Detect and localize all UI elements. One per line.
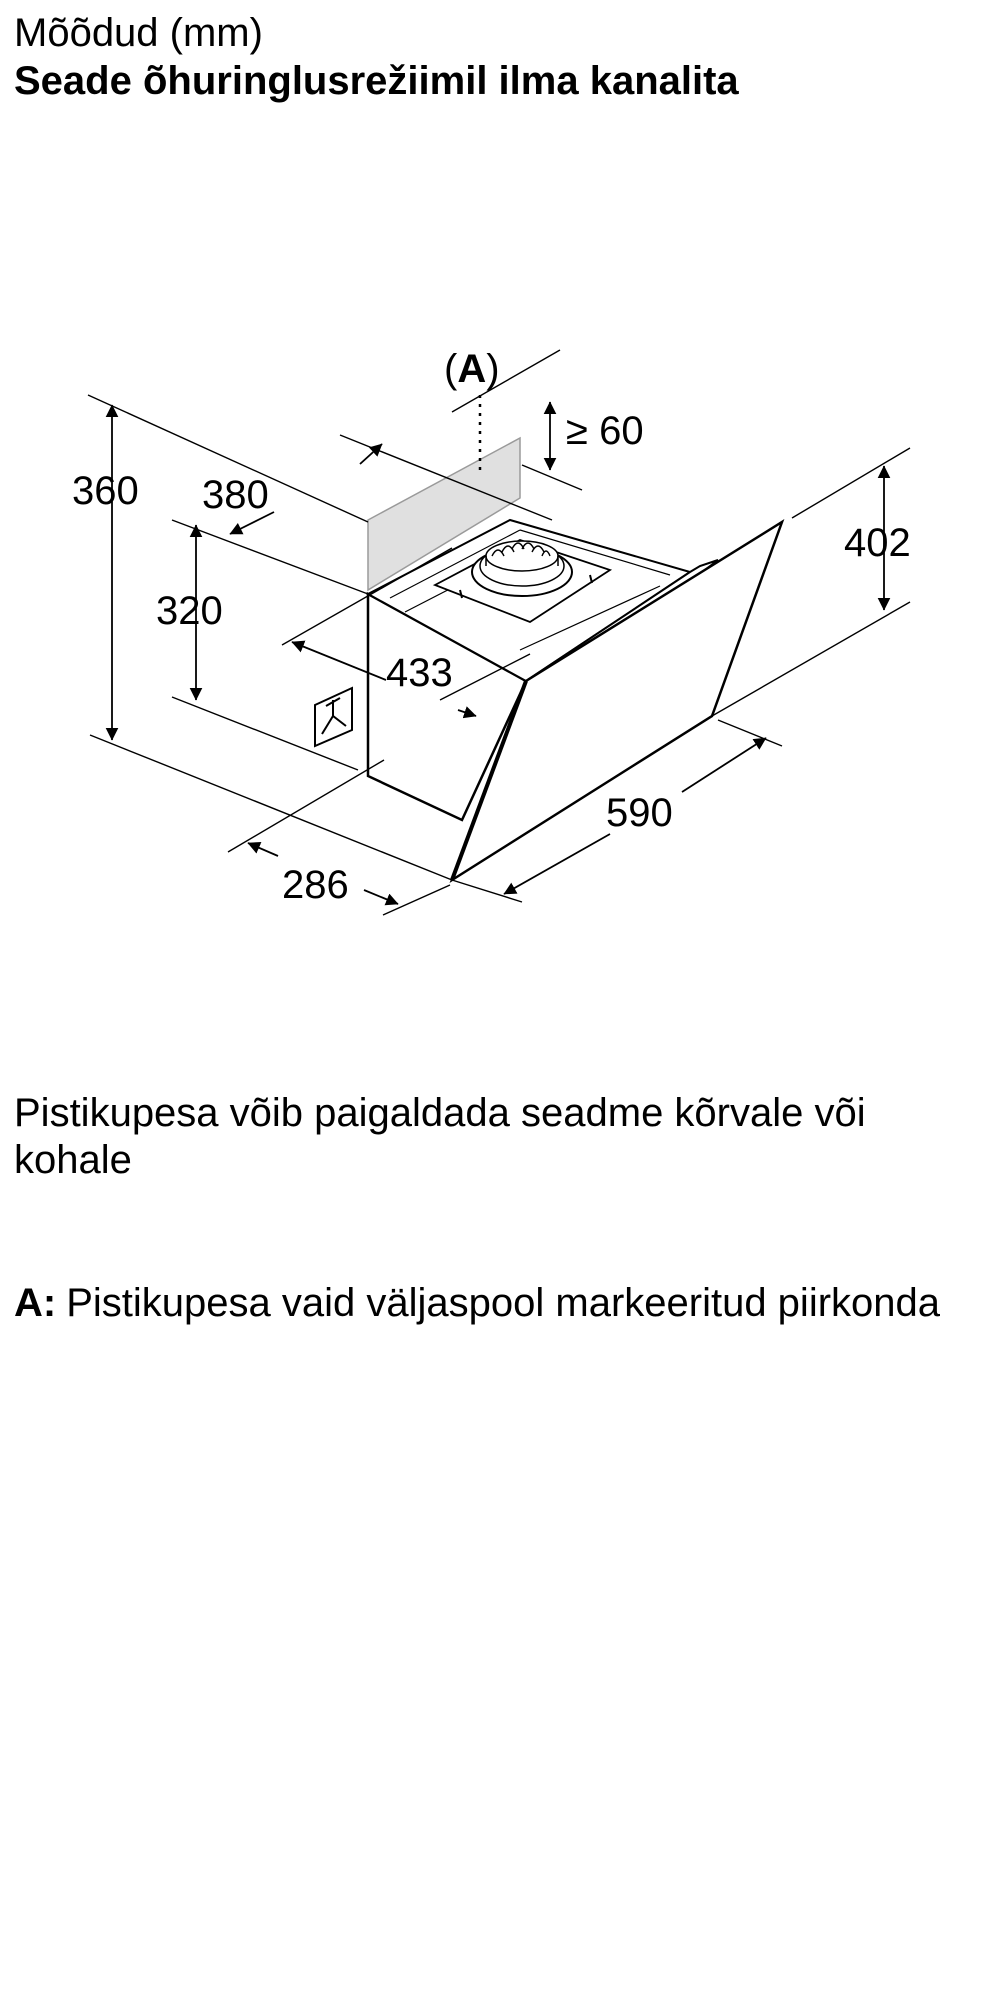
dim-height-total: 360 xyxy=(72,469,139,513)
dim-height-panel: 402 xyxy=(844,521,911,565)
dim-width-front: 590 xyxy=(606,791,673,835)
legend-key: A: xyxy=(14,1281,57,1325)
dim-line-590-b xyxy=(504,834,610,894)
socket-icon xyxy=(315,688,352,746)
dim-line-286-a xyxy=(248,843,278,856)
dim-line-286-b xyxy=(364,890,398,904)
dimension-diagram xyxy=(0,0,1000,960)
dim-clearance: ≥ 60 xyxy=(566,409,644,453)
legend-item-a xyxy=(14,1280,974,1327)
legend-text: Pistikupesa vaid väljaspool markeeritud piirkonda xyxy=(66,1281,941,1325)
dim-depth-body: 433 xyxy=(386,651,453,695)
dim-height-body: 320 xyxy=(156,589,223,633)
dim-width-back: 380 xyxy=(202,473,269,517)
page-title: Mõõdud (mm) xyxy=(14,11,263,55)
label-zone-a: (A) xyxy=(444,347,500,391)
page-subtitle: Seade õhuringlusrežiimil ilma kanalita xyxy=(14,59,739,103)
socket-note: Pistikupesa võib paigaldada seadme kõrvale või kohale xyxy=(14,1091,866,1182)
dim-line-590-a xyxy=(682,738,766,792)
dim-depth-bottom: 286 xyxy=(282,863,349,907)
